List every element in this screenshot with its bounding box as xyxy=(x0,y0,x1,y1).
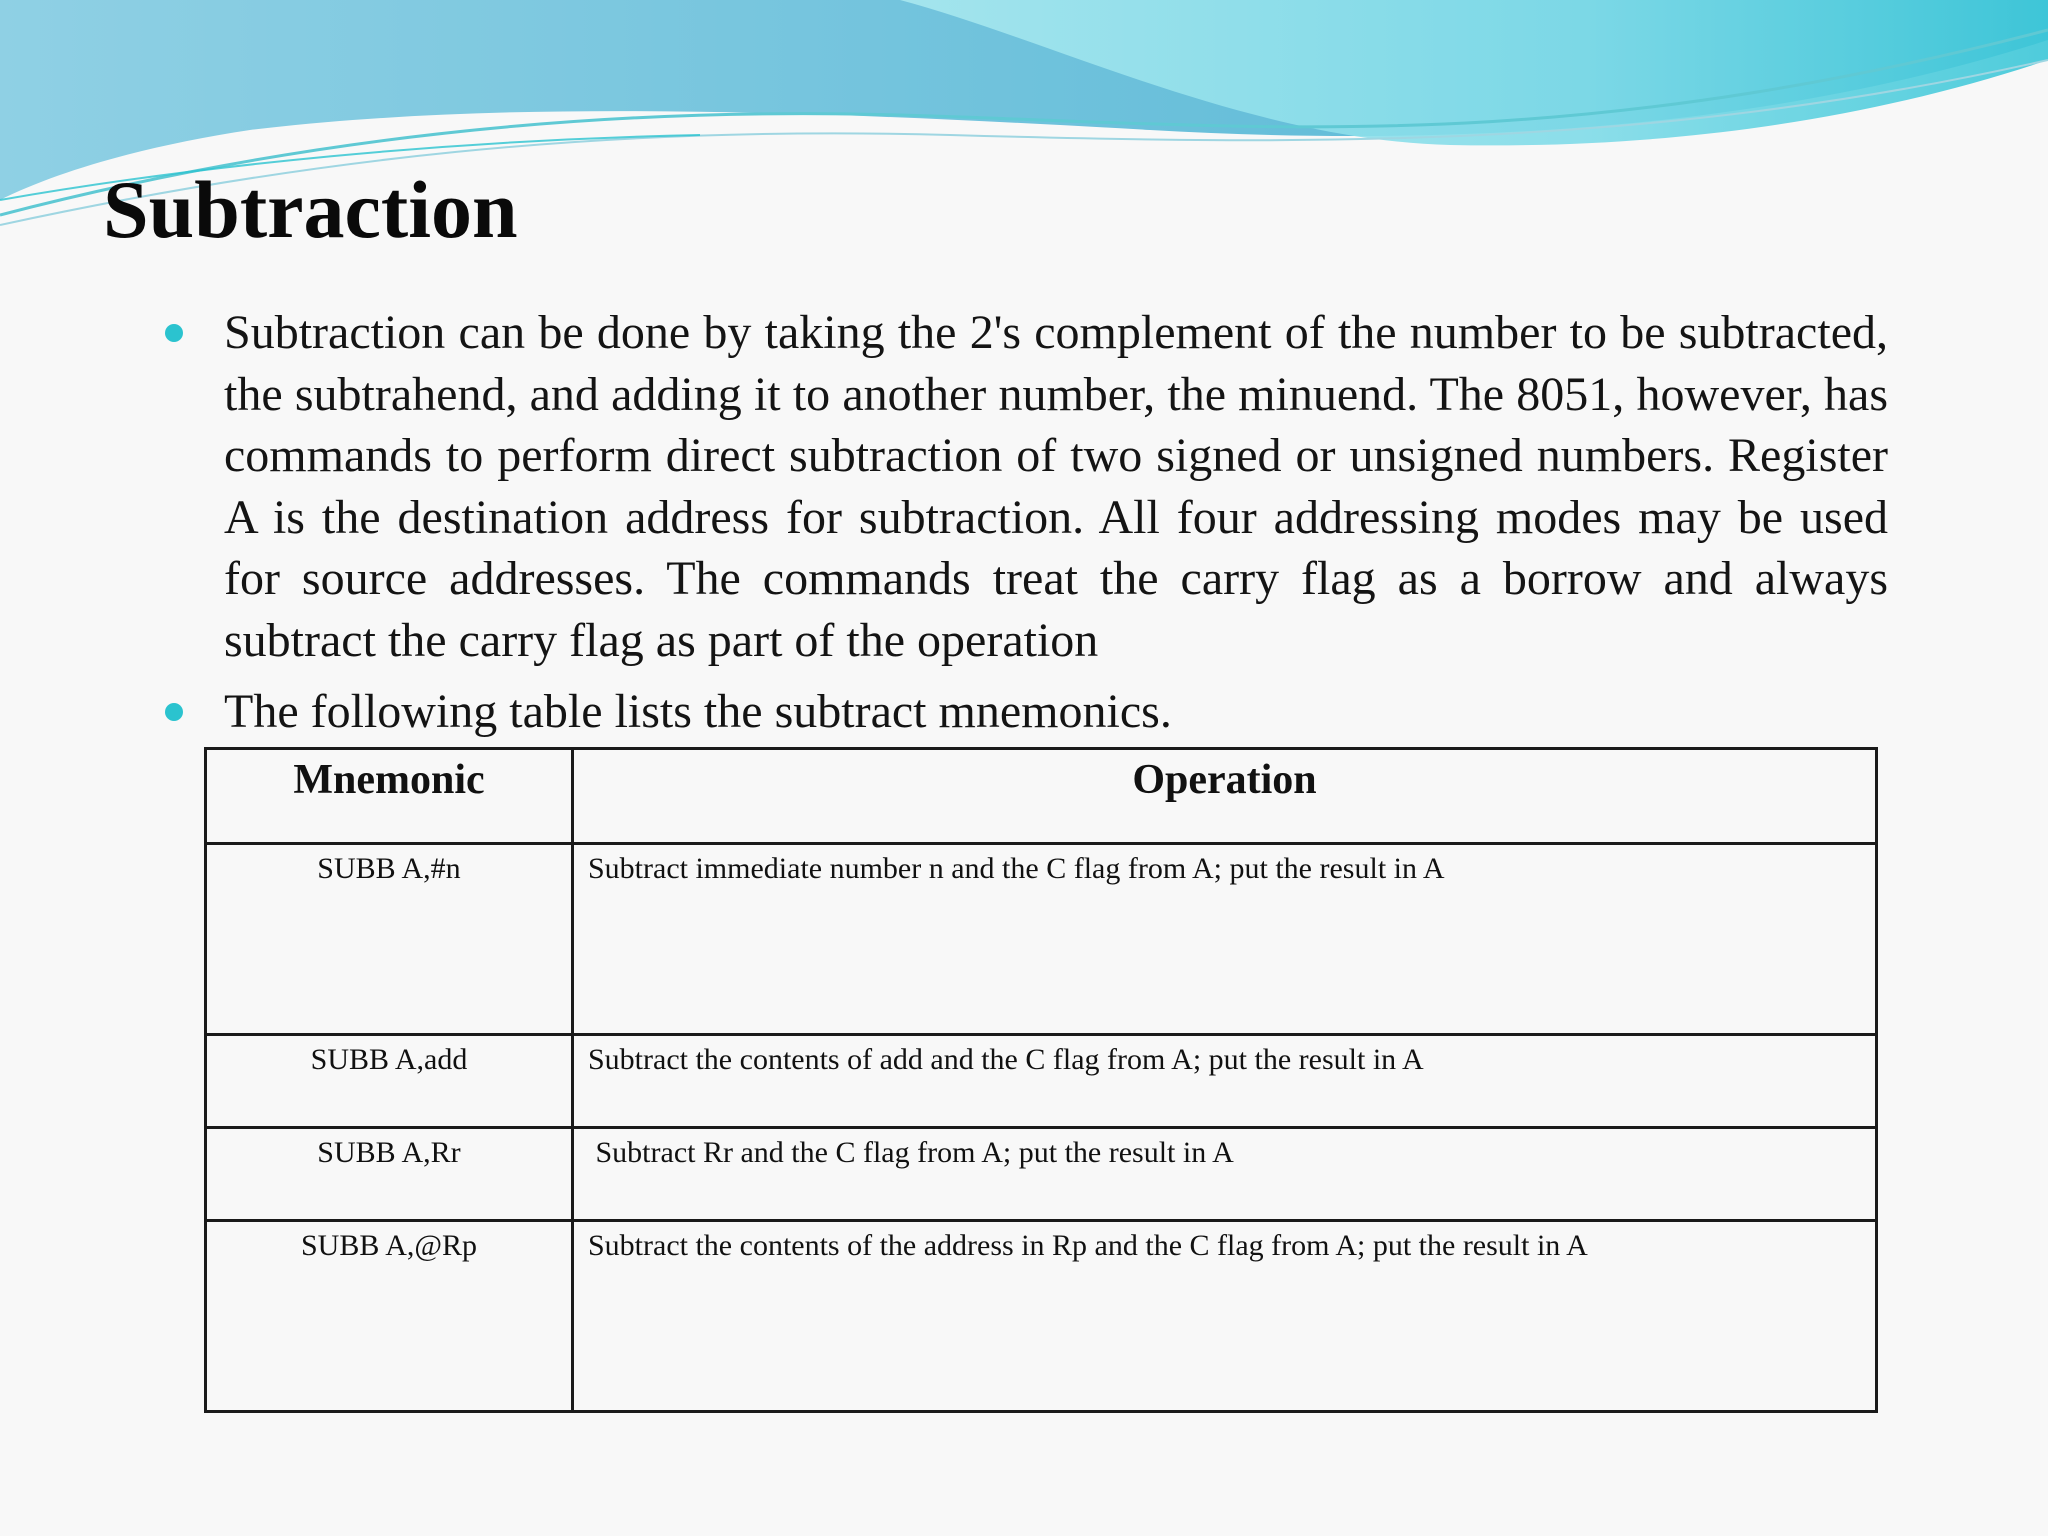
mnemonics-table-container xyxy=(204,747,1878,1400)
mnemonic-cell: SUBB A,@Rp xyxy=(206,1221,573,1412)
table-row xyxy=(206,1221,1877,1412)
operation-cell: Subtract immediate number n and the C flag from A; put the result in A xyxy=(573,844,1877,1035)
operation-cell: Subtract Rr and the C flag from A; put the result in A xyxy=(573,1128,1877,1221)
bullet-dot-icon xyxy=(165,703,183,721)
operation-cell: Subtract the contents of add and the C flag from A; put the result in A xyxy=(573,1035,1877,1128)
slide-title: Subtraction xyxy=(103,164,518,255)
bullet-list xyxy=(162,302,1888,743)
bullet-item xyxy=(162,302,1888,671)
bullet-item xyxy=(162,681,1888,743)
table-row xyxy=(206,1035,1877,1128)
column-header-mnemonic: Mnemonic xyxy=(206,749,573,844)
table-row xyxy=(206,1128,1877,1221)
table-header-row xyxy=(206,749,1877,844)
bullet-text: The following table lists the subtract mnemonics. xyxy=(224,685,1172,738)
column-header-operation: Operation xyxy=(573,749,1877,844)
mnemonic-cell: SUBB A,Rr xyxy=(206,1128,573,1221)
operation-cell: Subtract the contents of the address in Rp and the C flag from A; put the result in A xyxy=(573,1221,1877,1412)
mnemonic-cell: SUBB A,#n xyxy=(206,844,573,1035)
bullet-dot-icon xyxy=(165,324,183,342)
bullet-text: Subtraction can be done by taking the 2's complement of the number to be subtracted, the subtrahend, and adding it to another number, the minuend. The 8051, however, has commands to perform direct subtraction of two signed or unsigned numbers. Register A is the destination address for subtraction. All four addressing modes may be used for source addresses. The commands treat the carry flag as a borrow and always subtract the carry flag as part of the operation xyxy=(224,306,1888,667)
table-row xyxy=(206,844,1877,1035)
mnemonics-table xyxy=(204,747,1878,1413)
mnemonic-cell: SUBB A,add xyxy=(206,1035,573,1128)
